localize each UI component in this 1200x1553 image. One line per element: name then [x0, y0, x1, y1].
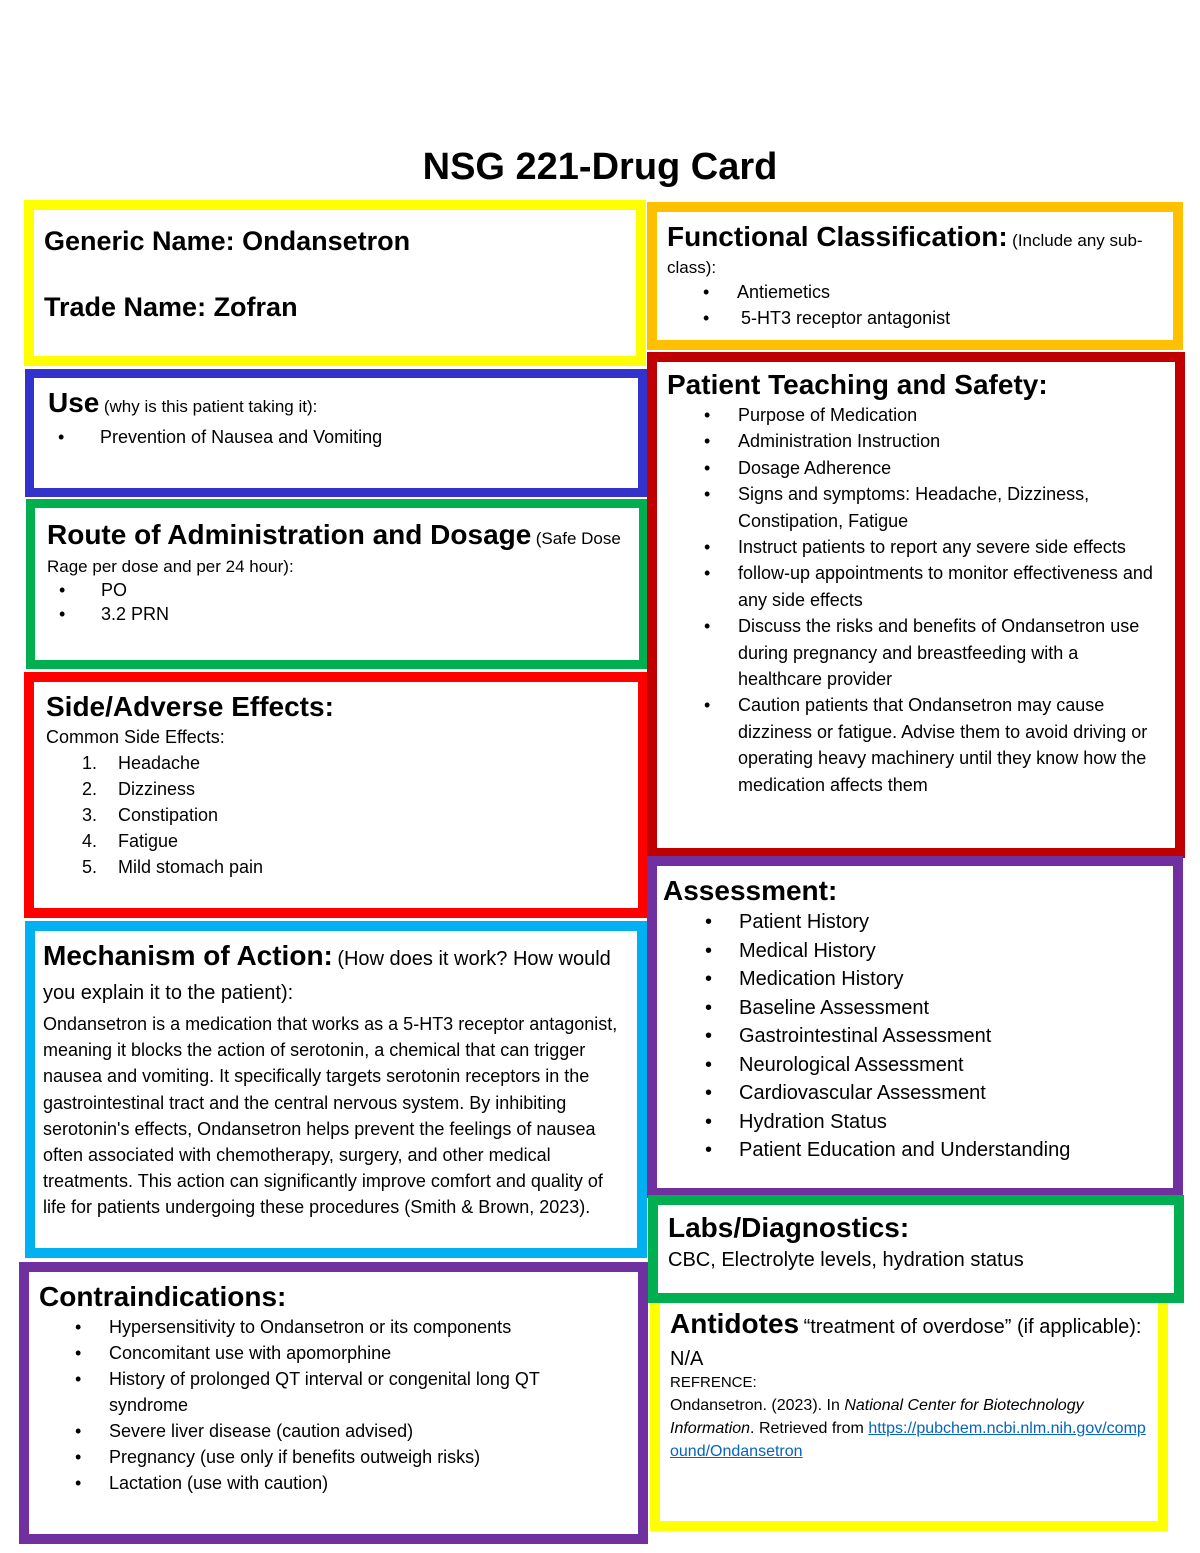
use-list [58, 424, 624, 450]
contraindications-box [19, 1262, 648, 1544]
list-item: • 5-HT3 receptor antagonist [703, 308, 951, 328]
teaching-heading: Patient Teaching and Safety: [667, 369, 1048, 400]
list-item: 5. Mild stomach pain [82, 857, 264, 877]
page-title: NSG 221-Drug Card [422, 146, 778, 188]
list-item: • Concomitant use with apomorphine [75, 1343, 392, 1363]
classification-heading: Functional Classification: [667, 221, 1008, 252]
assessment-list [705, 908, 1167, 1165]
names-box [24, 200, 646, 366]
mechanism-note: (How does it work? How would you explain it to the patient): [43, 948, 611, 1004]
list-item: 2. Dizziness [82, 779, 196, 799]
list-item: 1. Headache [82, 753, 201, 773]
list-item: • Cardiovascular Assessment [705, 1082, 986, 1104]
contraindications-heading: Contraindications: [39, 1281, 287, 1312]
mechanism-box [25, 921, 647, 1258]
use-heading: Use [48, 387, 100, 418]
side-effects-sub: Common Side Effects: [46, 727, 225, 747]
antidotes-value: N/A [670, 1348, 704, 1370]
list-item: • Hypersensitivity to Ondansetron or its components [75, 1317, 512, 1337]
list-item: • Instruct patients to report any severe side effects [704, 537, 1126, 558]
labs-box [648, 1195, 1184, 1303]
list-item: • Patient Education and Understanding [705, 1139, 1071, 1161]
list-item: • Neurological Assessment [705, 1053, 964, 1076]
list-item: • follow-up appointments to monitor effectiveness and any side effects [704, 563, 1153, 610]
list-item: • Lactation (use with caution) [75, 1473, 329, 1493]
reference-label: REFRENCE: [670, 1374, 757, 1391]
side-effects-list [46, 750, 626, 880]
route-box [26, 499, 648, 669]
classification-note-b: class): [667, 258, 717, 277]
trade-name: Trade Name: Zofran [44, 292, 298, 322]
route-note-b: Rage per dose and per 24 hour): [47, 557, 294, 576]
labs-heading: Labs/Diagnostics: [668, 1212, 910, 1243]
list-item: • History of prolonged QT interval or congenital long QT syndrome [75, 1369, 540, 1415]
classification-box [647, 202, 1183, 350]
list-item: 3. Constipation [82, 805, 219, 825]
list-item: • Discuss the risks and benefits of Ondansetron use during pregnancy and breastfeeding with a healthcare provider [704, 616, 1140, 690]
list-item: • 3.2 PRN [59, 604, 170, 624]
list-item: • Baseline Assessment [705, 996, 930, 1019]
list-item: • Signs and symptoms: Headache, Dizziness, Constipation, Fatigue [704, 484, 1090, 531]
mechanism-heading: Mechanism of Action: [43, 940, 333, 971]
classification-note-a: (Include any sub- [1012, 231, 1143, 250]
list-item: • Caution patients that Ondansetron may cause dizziness or fatigue. Advise them to avoid driving or operating heavy machinery until they know how the medication affects them [704, 695, 1148, 795]
generic-name: Generic Name: Ondansetron [44, 226, 411, 256]
list-item: • Dosage Adherence [704, 457, 892, 478]
side-effects-box [24, 672, 648, 918]
list-item: • Medical History [705, 939, 876, 962]
teaching-box [647, 352, 1185, 858]
route-note-a: (Safe Dose [535, 529, 621, 548]
assessment-heading: Assessment: [663, 875, 838, 906]
list-item: • Gastrointestinal Assessment [705, 1025, 992, 1047]
list-item: • Antiemetics [703, 282, 831, 302]
side-effects-heading: Side/Adverse Effects: [46, 691, 334, 722]
antidotes-note: “treatment of overdose” (if applicable): [803, 1316, 1142, 1338]
classification-list [703, 279, 1163, 331]
list-item: • Prevention of Nausea and Vomiting [58, 427, 383, 447]
reference-link[interactable]: https://pubchem.ncbi.nlm.nih.gov/compound/Ondansetron [670, 1420, 1146, 1460]
list-item: • Severe liver disease (caution advised) [75, 1421, 414, 1441]
list-item: 4. Fatigue [82, 831, 179, 851]
route-heading: Route of Administration and Dosage [47, 519, 532, 550]
antidotes-heading: Antidotes [670, 1308, 800, 1339]
list-item: • Patient History [705, 911, 870, 933]
contraindications-list [75, 1314, 598, 1496]
teaching-list [704, 402, 1159, 798]
reference-text: Ondansetron. (2023). In National Center for Biotechnology Information. Retrieved from https://pubchem.ncbi.nlm.nih.gov/compound/Ondansetron [670, 1397, 1146, 1460]
list-item: • PO [59, 580, 128, 600]
assessment-box [647, 856, 1183, 1198]
use-note: (why is this patient taking it): [103, 397, 318, 416]
use-box [25, 369, 647, 497]
list-item: • Administration Instruction [704, 431, 941, 452]
labs-body: CBC, Electrolyte levels, hydration status [668, 1249, 1024, 1271]
list-item: • Hydration Status [705, 1110, 887, 1133]
list-item: • Purpose of Medication [704, 405, 918, 425]
list-item: • Pregnancy (use only if benefits outweigh risks) [75, 1447, 481, 1467]
list-item: • Medication History [705, 968, 904, 990]
route-list [59, 578, 627, 626]
mechanism-body: Ondansetron is a medication that works as a 5-HT3 receptor antagonist, meaning it blocks the action of serotonin, a chemical that can trigger nausea and vomiting. It specifically targets serotonin receptors in the gastrointestinal tract and the central nervous system. By inhibiting serotonin's effects, Ondansetron helps prevent the feelings of nausea often associated with chemotherapy, surgery, and other medical treatments. This action can significantly improve comfort and quality of life for patients undergoing these procedures (Smith & Brown, 2023). [43, 1014, 618, 1218]
antidotes-box [650, 1303, 1168, 1531]
